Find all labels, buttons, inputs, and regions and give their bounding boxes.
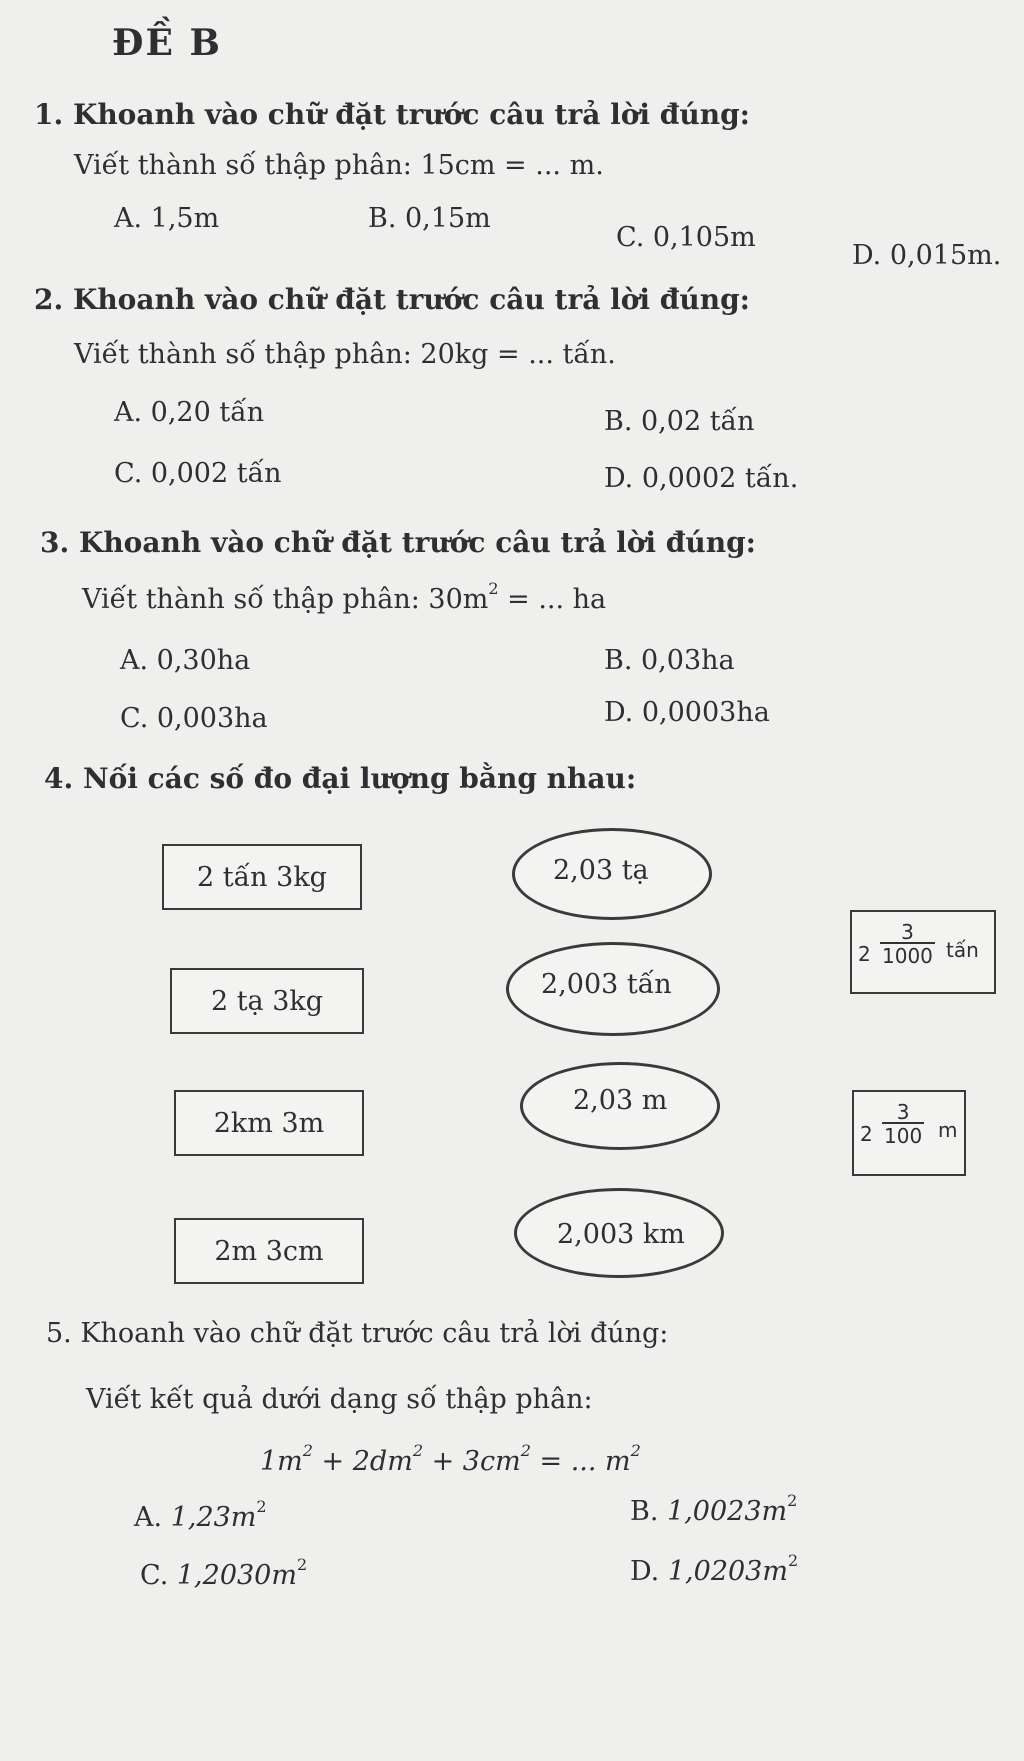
worksheet-title: ĐỀ B — [112, 22, 222, 64]
q5-option-a[interactable]: A. $1,23m^2$ — [134, 1497, 267, 1533]
q5-prompt: Viết kết quả dưới dạng số thập phân: — [86, 1384, 593, 1415]
q1-option-c[interactable]: C. 0,105m — [616, 222, 756, 253]
match-box-1[interactable]: 2 tấn 3kg — [162, 844, 362, 910]
q2-option-b[interactable]: B. 0,02 tấn — [604, 406, 755, 437]
q2-prompt: Viết thành số thập phân: 20kg = ... tấn. — [74, 339, 616, 370]
q3-option-d[interactable]: D. 0,0003ha — [604, 697, 770, 728]
q3-heading: 3. Khoanh vào chữ đặt trước câu trả lời đúng: — [40, 526, 756, 559]
q1-heading: 1. Khoanh vào chữ đặt trước câu trả lời đúng: — [34, 98, 750, 131]
q2-option-d[interactable]: D. 0,0002 tấn. — [604, 463, 799, 494]
q3-option-a[interactable]: A. 0,30ha — [120, 645, 251, 676]
q1-option-b[interactable]: B. 0,15m — [368, 203, 491, 234]
match-oval-4[interactable]: 2,003 km — [514, 1188, 724, 1278]
match-oval-1[interactable]: 2,03 tạ — [512, 828, 712, 920]
q3-option-b[interactable]: B. 0,03ha — [604, 645, 735, 676]
match-oval-2[interactable]: 2,003 tấn — [506, 942, 720, 1036]
match-box-3[interactable]: 2km 3m — [174, 1090, 364, 1156]
q3-option-c[interactable]: C. 0,003ha — [120, 703, 268, 734]
match-box-4[interactable]: 2m 3cm — [174, 1218, 364, 1284]
q2-option-a[interactable]: A. 0,20 tấn — [114, 397, 265, 428]
q2-option-c[interactable]: C. 0,002 tấn — [114, 458, 282, 489]
match-fraction-box-1[interactable]: 2 $\frac{3}{1000}$ tấn — [850, 910, 996, 994]
q4-heading: 4. Nối các số đo đại lượng bằng nhau: — [44, 762, 637, 795]
q1-prompt: Viết thành số thập phân: 15cm = ... m. — [74, 150, 604, 181]
q5-heading: 5. Khoanh vào chữ đặt trước câu trả lời đúng: — [46, 1318, 669, 1349]
match-fraction-box-2[interactable]: 2 $\frac{3}{100}$ m — [852, 1090, 966, 1176]
q5-option-d[interactable]: D. $1,0203m^2$ — [630, 1551, 799, 1587]
q1-option-d[interactable]: D. 0,015m. — [852, 240, 1002, 271]
q1-option-a[interactable]: A. 1,5m — [114, 203, 220, 234]
match-oval-3[interactable]: 2,03 m — [520, 1062, 720, 1150]
q2-heading: 2. Khoanh vào chữ đặt trước câu trả lời đúng: — [34, 283, 750, 316]
q5-equation: $1m^2 + 2dm^2 + 3cm^2$ = ... $m^2$ — [260, 1441, 641, 1477]
q3-prompt: Viết thành số thập phân: $30m^2$ = ... ha — [82, 579, 607, 615]
match-box-2[interactable]: 2 tạ 3kg — [170, 968, 364, 1034]
q5-option-c[interactable]: C. $1,2030m^2$ — [140, 1555, 308, 1591]
q5-option-b[interactable]: B. $1,0023m^2$ — [630, 1491, 798, 1527]
